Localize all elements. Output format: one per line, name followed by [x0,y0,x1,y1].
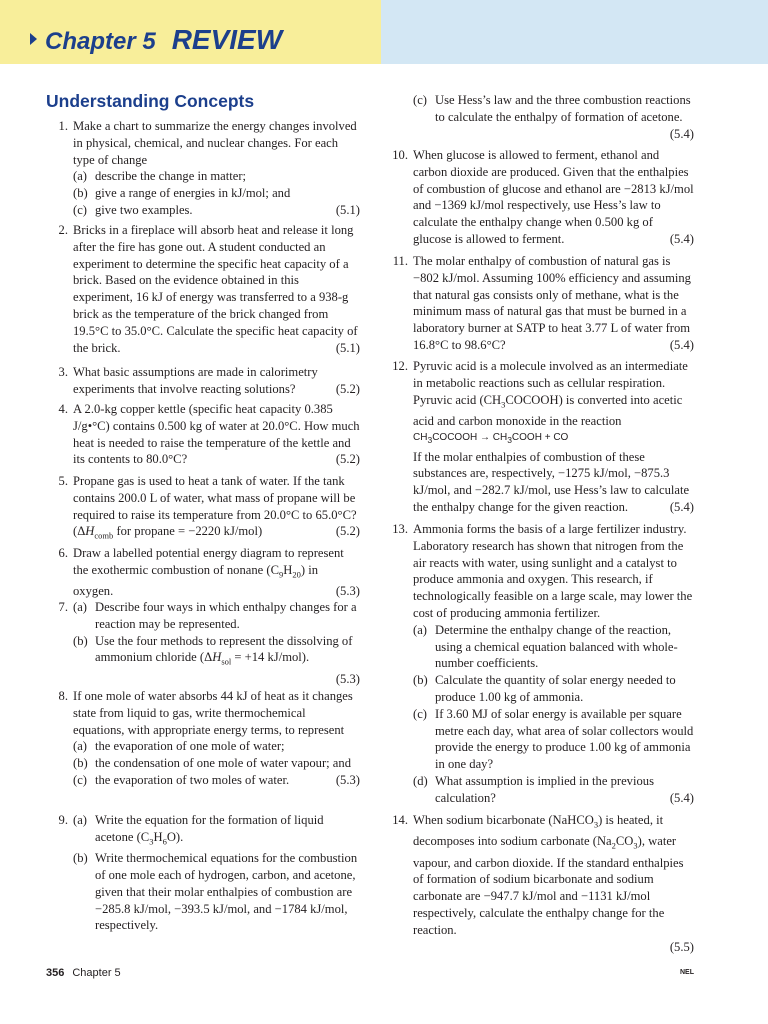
question-part: (c) Use Hess’s law and the three combustion reactions to calculate the enthalpy of formation of acetone. [413,93,691,124]
section-reference: (5.3) [335,671,360,686]
section-reference: (5.2) [335,524,360,539]
page-number: 356 [46,967,65,979]
question-part: (a) describe the change in matter; [73,169,247,184]
question-14: 14. When sodium bicarbonate (NaHCO$_3$) is heated, it decomposes into sodium carbonate $(Na_2CO_3)$, water vapour, and carbon dioxide. If the standard enthalpies of formation of sodium bicarbonate and sodium carbonate are −947.7 kJ/mol and −1131 kJ/mol respectively, calculate the enthalpy change for the reaction. (5.5) [392,813,694,954]
question-text: When glucose is allowed to ferment, ethanol and carbon dioxide are produced. Given that the enthalpies of combustion of glucose and ethanol are −2813 kJ/mol and −1369 kJ/mol respectively, use Hess’s law to calculate the enthalpy change when 0.500 kg of glucose is allowed to ferment. [413,148,694,246]
section-reference: (5.5) [669,939,694,954]
section-reference: (5.4) [669,231,694,246]
question-8: 8. If one mole of water absorbs 44 kJ of heat as it changes state from liquid to gas, write thermochemical equations, with appropriate energy terms, to represent (a) the evaporation of one mole of water; (b) the condensation of one mole of water vapour; and (c) the evaporation of two moles of water. (5.3) [58,689,360,787]
section-reference: (5.3) [335,584,360,599]
section-reference: (5.2) [335,381,360,396]
question-part: (a) Describe four ways in which enthalpy changes for a reaction may be represented. [73,600,357,631]
question-part: (a) the evaporation of one mole of water; [73,739,285,754]
question-6: 6. Draw a labelled potential energy diagram to represent the exothermic combustion of nonane $(C_9H_{20})$ in oxygen. (5.3) [58,546,360,599]
section-reference: (5.2) [335,452,360,467]
question-text: Ammonia forms the basis of a large fertilizer industry. Laboratory research has shown that nitrogen from the air reacts with water, using sunlight and a catalyst to produce ammonia and oxygen. This research, if technologically feasible on a large scale, may lower the cost of producing ammonia fertilizer. [413,522,693,620]
section-reference: (5.3) [335,772,360,787]
question-13: 13. Ammonia forms the basis of a large fertilizer industry. Laboratory research has shown that nitrogen from the air reacts with water, using sunlight and a catalyst to produce ammonia and oxygen. This research, if technologically feasible on a large scale, may lower the cost of producing ammonia fertilizer. (a) Determine the enthalpy change of the reaction, using a chemical equation balanced with whole-number coefficients. (b) Calculate the quantity of solar energy needed to produce 1.00 kg of ammonia. (c) If 3.60 MJ of solar energy is available per square metre each day, what area of solar collectors would provide the energy to produce 1.00 kg of ammonia in one day? (d) What assumption is implied in the previous calculation? (5.4) [392,522,694,805]
question-2: 2. Bricks in a fireplace will absorb heat and release it long after the fire has gone out. A student conducted an experiment to determine the specific heat capacity of a brick. Based on the evidence obtained in this experiment, 16 kJ of energy was transferred to a 938-g brick as the temperature of the brick changed from 19.5°C to 35.0°C. Calculate the specific heat capacity of the brick. (5.1) [58,223,360,355]
question-3: 3. What basic assumptions are made in calorimetry experiments that involve reacting solutions? (5.2) [58,365,360,396]
question-5: 5. Propane gas is used to heat a tank of water. If the tank contains 200.0 L of water, what mass of propane will be required to raise its temperature from 20.0°C to 65.0°C? ($\Delta H_{comb}$ for propane = −2220 kJ/mol) (5.2) [58,474,360,541]
question-part: (b) Write thermochemical equations for the combustion of one mole each of hydrogen, carbon, and acetone, given that their molar enthalpies of combustion are −285.8 kJ/mol, −393.5 kJ/mol, and −1784 kJ/mol, respectively. [73,851,358,933]
question-text: If one mole of water absorbs 44 kJ of heat as it changes state from liquid to gas, write thermochemical equations, with appropriate energy terms, to represent [73,689,353,737]
question-9-continued [386,92,694,142]
section-reference: (5.1) [335,340,360,355]
question-part: (c) If 3.60 MJ of solar energy is available per square metre each day, what area of solar collectors would provide the energy to produce 1.00 kg of ammonia in one day? [413,706,694,772]
question-part: (d) What assumption is implied in the previous calculation? (5.4) [413,773,694,805]
question-text: Make a chart to summarize the energy changes involved in physical, chemical, and nuclear changes. For each type of change [73,119,357,167]
chapter-label: Chapter 5 [45,28,156,55]
question-7: 7. (a) Describe four ways in which enthalpy changes for a reaction may be represented. (b) Use the four methods to represent the dissolving of ammonium chloride ($\Delta H_{sol} = +14$ kJ/mol). (5.3) [58,600,360,686]
question-part: (c) give two examples. (5.1) [73,202,360,217]
question-text: Bricks in a fireplace will absorb heat and release it long after the fire has gone out. A student conducted an experiment to determine the specific heat capacity of a brick. Based on the evidence obtained in this experiment, 16 kJ of energy was transferred to a 938-g brick as the temperature of the brick changed from 19.5°C to 35.0°C. Calculate the specific heat capacity of the brick. [73,223,358,355]
question-9: 9. (a) Write the equation for the formation of liquid acetone $(C_3H_6O)$. (b) Write thermochemical equations for the combustion of one mole each of hydrogen, carbon, and acetone, given that their molar enthalpies of combustion are −285.8 kJ/mol, −393.5 kJ/mol, and −1784 kJ/mol, respectively. [46,812,360,934]
chemical-equation: $CH_3COCOOH$ → $CH_3COOH$ + CO [413,431,569,445]
question-4: 4. A 2.0-kg copper kettle (specific heat capacity 0.385 J/g•°C) contains 0.500 kg of water at 20.0°C. How much heat is needed to raise the temperature of the kettle and its contents to 80.0°C? (5.2) [58,402,360,467]
section-reference: (5.4) [669,499,694,514]
question-1 [46,118,360,219]
question-part: (b) Use the four methods to represent the dissolving of ammonium chloride ($\Delta H_{sol} = +14$ kJ/mol). [73,633,353,667]
question-part: (b) the condensation of one mole of water vapour; and [73,756,351,771]
section-reference: (5.4) [669,126,694,141]
question-part: (a) Write the equation for the formation of liquid acetone $(C_3H_6O)$. [73,813,324,847]
triangle-arrow-icon [30,33,37,45]
section-reference: (5.4) [669,790,694,805]
question-number: 1. [58,119,68,133]
question-10: 10. When glucose is allowed to ferment, ethanol and carbon dioxide are produced. Given that the enthalpies of combustion of glucose and ethanol are −2813 kJ/mol and −1369 kJ/mol respectively, use Hess’s law to calculate the enthalpy change when 0.500 kg of glucose is allowed to ferment. (5.4) [392,148,694,246]
question-text: The molar enthalpy of combustion of natural gas is −802 kJ/mol. Assuming 100% efficiency and assuming that natural gas consists only of methane, what is the minimum mass of natural gas that must be burned in a laboratory burner at SATP to heat 3.77 L of water from 16.8°C to 98.6°C? [413,254,691,352]
question-part: (a) Determine the enthalpy change of the reaction, using a chemical equation balanced with whole-number coefficients. [413,622,678,671]
question-part: (b) give a range of energies in kJ/mol; and [73,186,291,201]
publisher-mark: NEL [680,969,694,976]
review-label: REVIEW [171,24,283,55]
question-part: (b) Calculate the quantity of solar energy needed to produce 1.00 kg of ammonia. [413,673,676,704]
question-11: 11. The molar enthalpy of combustion of natural gas is −802 kJ/mol. Assuming 100% efficiency and assuming that natural gas consists only of methane, what is the minimum mass of natural gas that must be burned in a laboratory burner at SATP to heat 3.77 L of water from 16.8°C to 98.6°C? (5.4) [392,254,694,352]
section-reference: (5.4) [669,337,694,352]
section-reference: (5.1) [335,202,360,217]
question-12: 12. Pyruvic acid is a molecule involved as an intermediate in metabolic reactions such as cellular respiration. Pyruvic acid $(CH_3COCOOH)$ is converted into acetic acid and carbon monoxide in the reaction $CH_3COCOOH$ → $CH_3COOH$ + CO If the molar enthalpies of combustion of these substances are, respectively, −1275 kJ/mol, −875.3 kJ/mol, and −282.7 kJ/mol, use Hess’s law to calculate the enthalpy change for the given reaction. (5.4) [392,359,694,514]
question-text: A 2.0-kg copper kettle (specific heat capacity 0.385 J/g•°C) contains 0.500 kg of water at 20.0°C. How much heat is needed to raise the temperature of the kettle and its contents to 80.0°C? [73,402,360,467]
page-footer [46,967,121,979]
chapter-heading [30,24,282,56]
footer-chapter: Chapter 5 [72,967,121,979]
banner-accent [381,0,768,64]
question-text: What basic assumptions are made in calorimetry experiments that involve reacting solutions? [73,365,318,396]
question-part: (c) the evaporation of two moles of water. (5.3) [73,772,360,787]
section-title: Understanding Concepts [46,91,255,111]
